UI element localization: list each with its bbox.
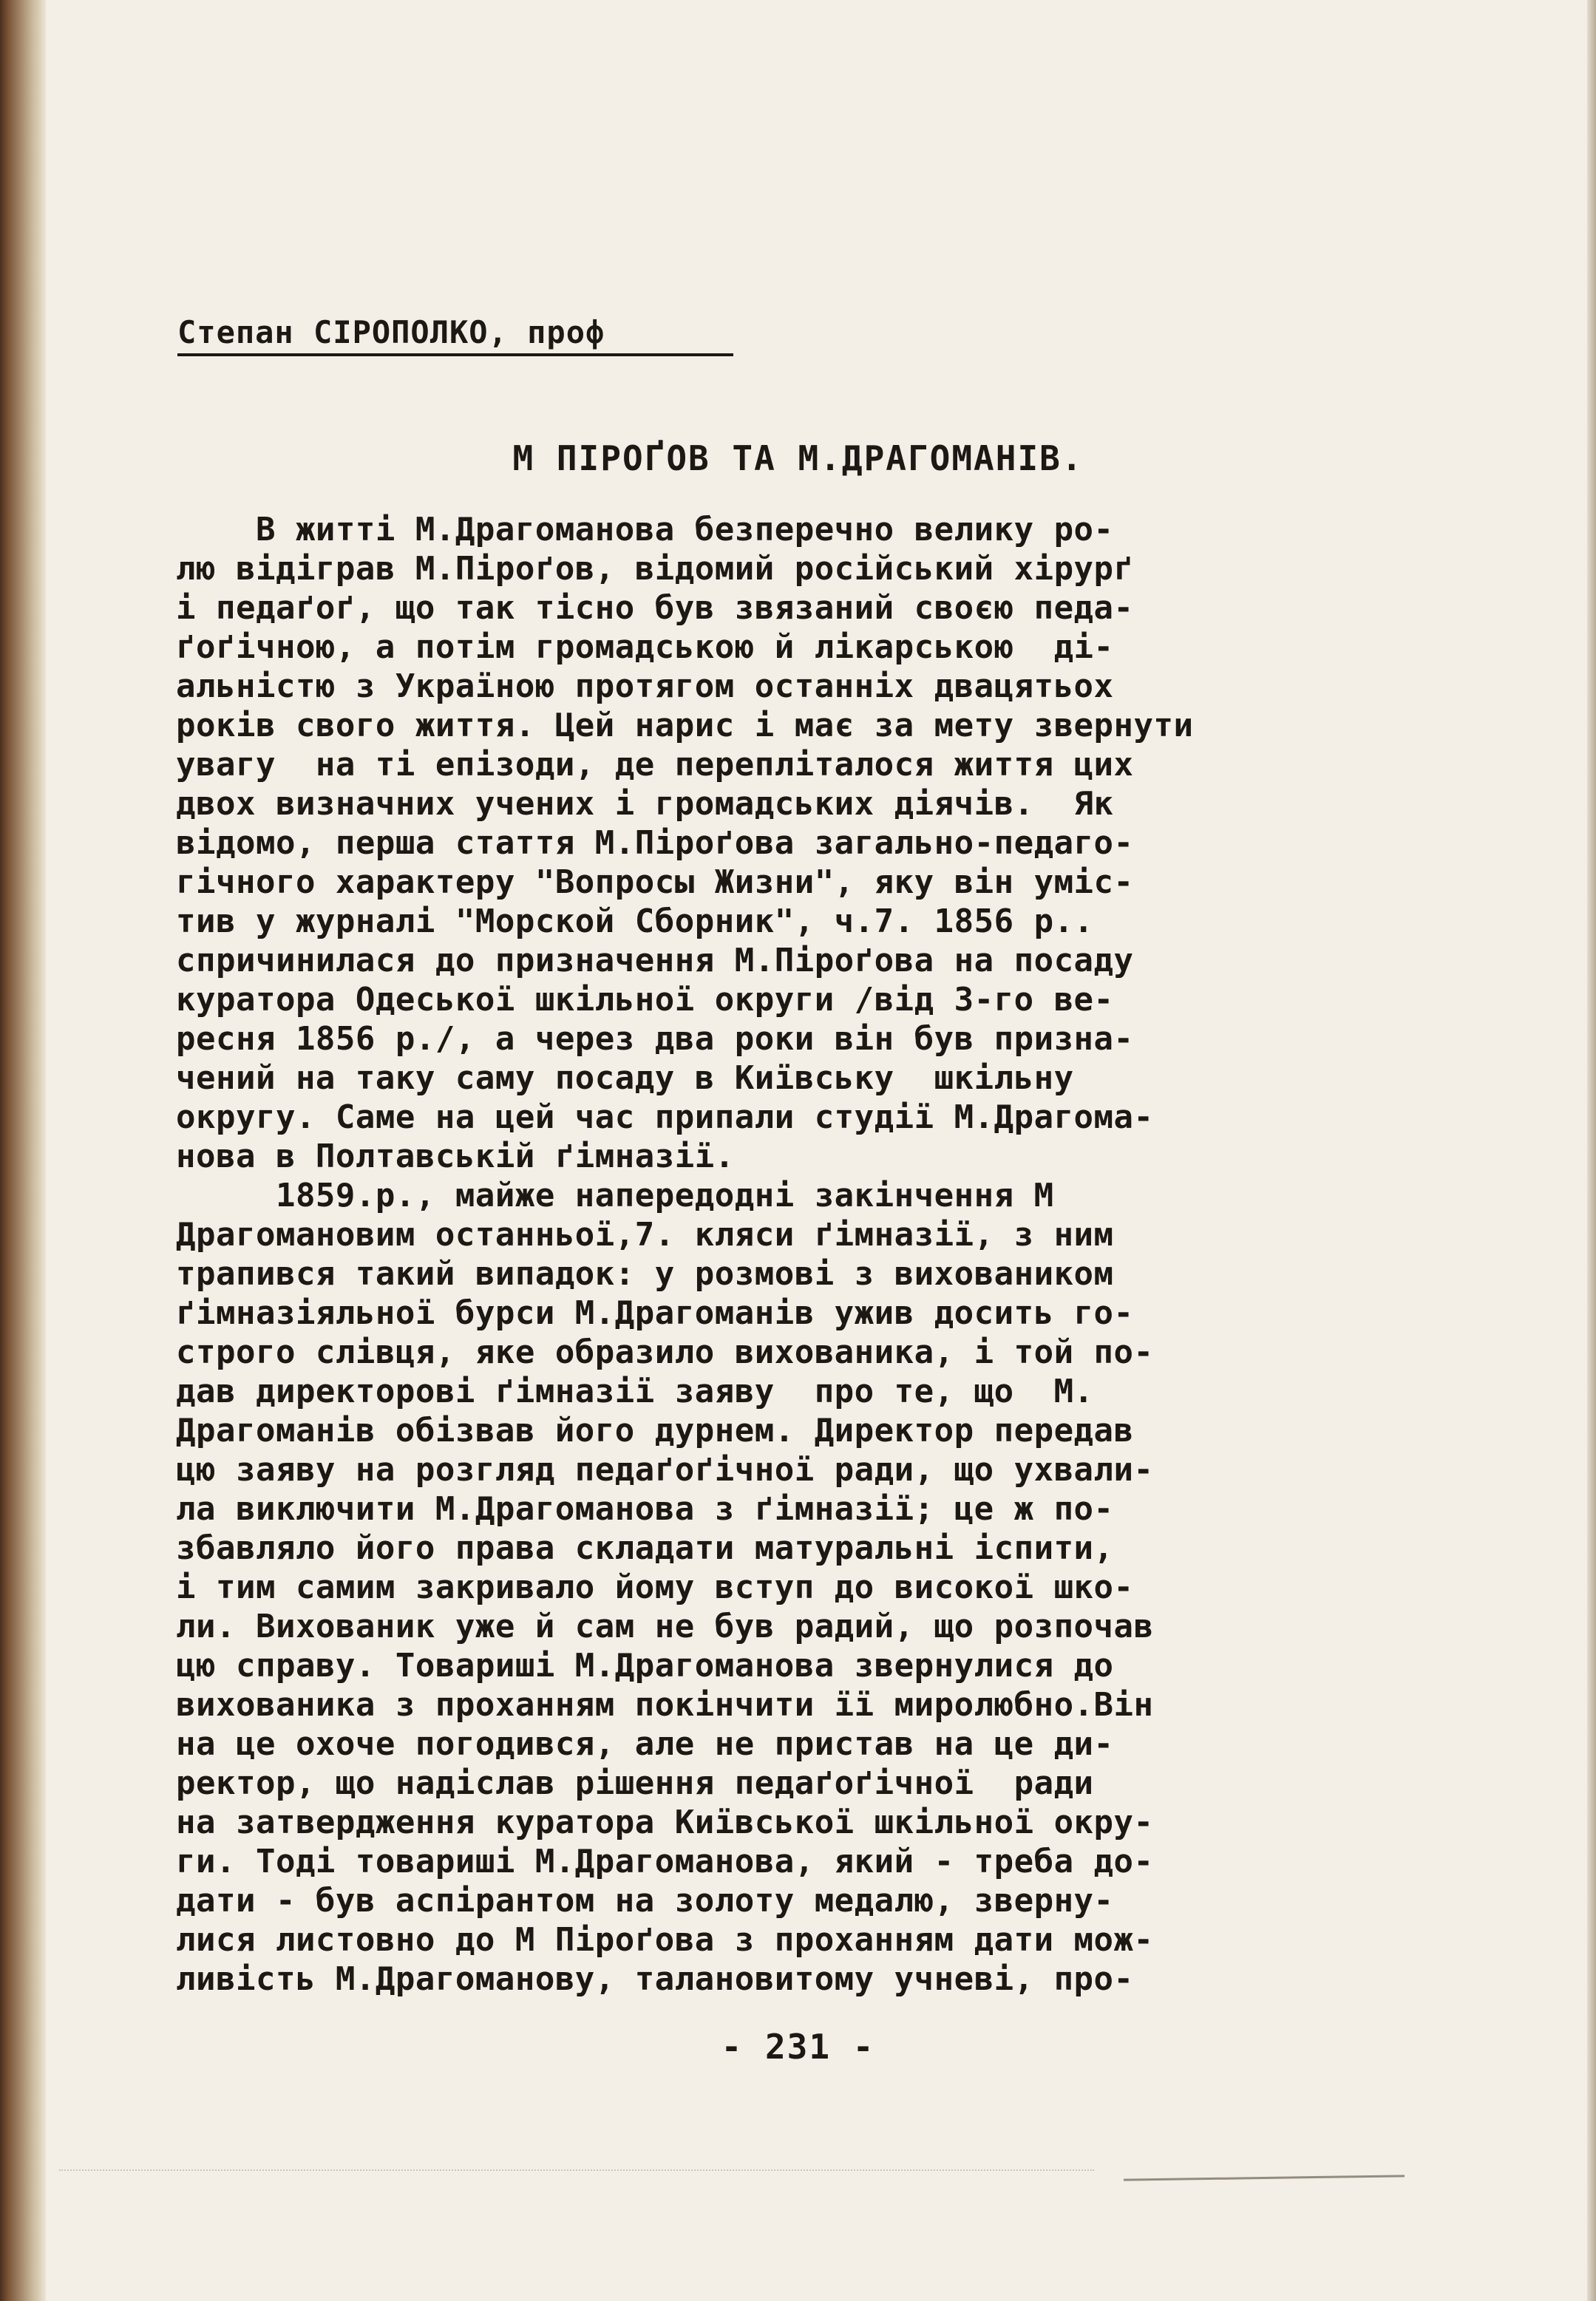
text-line: Драгомановим останньої,7. кляси ґімназії, з ним bbox=[176, 1216, 1114, 1254]
text-line: тив у журналі "Морской Сборник", ч.7. 1856 р.. bbox=[176, 903, 1094, 940]
text-line: ливість М.Драгоманову, талановитому учневі, про- bbox=[176, 1960, 1134, 1998]
text-line: ґімназіяльної бурси М.Драгоманів ужив досить го- bbox=[176, 1294, 1134, 1332]
text-line: альністю з Україною протягом останніх двацятьох bbox=[176, 667, 1114, 705]
text-line: округу. Саме на цей час припали студії М.Драгома- bbox=[176, 1098, 1154, 1136]
text-line: лю відіграв М.Піроґов, відомий російський хірурґ bbox=[176, 550, 1134, 588]
text-line: дати - був аспірантом на золоту медалю, зверну- bbox=[176, 1882, 1114, 1920]
text-line: куратора Одеської шкільної округи /від 3-го ве- bbox=[176, 981, 1114, 1019]
text-line: трапився такий випадок: у розмові з виховаником bbox=[176, 1255, 1114, 1293]
text-line: на затвердження куратора Київської шкільної окру- bbox=[176, 1804, 1154, 1841]
text-line: і тим самим закривало йому вступ до високої шко- bbox=[176, 1568, 1134, 1606]
text-line: лися листовно до М Піроґова з проханням дати мож- bbox=[176, 1921, 1154, 1959]
scan-artifact-line bbox=[1124, 2175, 1405, 2181]
text-line: ла виключити М.Драгоманова з ґімназії; це ж по- bbox=[176, 1490, 1114, 1528]
text-line: відомо, перша стаття М.Піроґова загально-педаго- bbox=[176, 824, 1134, 862]
article-body bbox=[176, 510, 1403, 1999]
text-line: вихованика з проханням покінчити її миролюбно.Він bbox=[176, 1686, 1154, 1724]
text-line: чений на таку саму посаду в Київську шкільну bbox=[176, 1059, 1074, 1097]
binding-gutter bbox=[0, 0, 46, 2301]
text-line: ресня 1856 р./, а через два роки він був призна- bbox=[176, 1020, 1134, 1058]
text-line: 1859.р., майже напередодні закінчення М bbox=[176, 1177, 1054, 1214]
scan-artifact-dots bbox=[59, 2169, 1094, 2172]
text-line: В житті М.Драгоманова безперечно велику ро- bbox=[176, 511, 1114, 548]
text-line: гічного характеру "Вопросы Жизни", яку він уміс- bbox=[176, 863, 1134, 901]
text-line: цю заяву на розгляд педаґоґічної ради, що ухвали- bbox=[176, 1451, 1154, 1489]
text-line: нова в Полтавській ґімназії. bbox=[176, 1138, 735, 1175]
text-line: цю справу. Товариші М.Драгоманова звернулися до bbox=[176, 1647, 1114, 1685]
text-line: на це охоче погодився, але не пристав на це ди- bbox=[176, 1725, 1114, 1763]
text-line: ги. Тоді товариші М.Драгоманова, який - треба до- bbox=[176, 1843, 1154, 1880]
text-line: років свого життя. Цей нарис і має за мету звернути bbox=[176, 707, 1194, 744]
text-line: Драгоманів обізвав його дурнем. Директор передав bbox=[176, 1412, 1134, 1449]
article-title: М ПІРОҐОВ ТА М.ДРАГОМАНІВ. bbox=[512, 438, 1084, 478]
text-line: увагу на ті епізоди, де перепліталося життя цих bbox=[176, 746, 1134, 784]
page-edge bbox=[1587, 0, 1596, 2301]
text-line: збавляло його права складати матуральні іспити, bbox=[176, 1529, 1114, 1567]
page-number: - 231 - bbox=[721, 2027, 875, 2067]
text-line: строго слівця, яке образило вихованика, і той по- bbox=[176, 1333, 1154, 1371]
text-line: спричинилася до призначення М.Піроґова на посаду bbox=[176, 942, 1134, 979]
text-line: двох визначних учених і громадських діячів. Як bbox=[176, 785, 1114, 823]
text-line: ректор, що надіслав рішення педаґоґічної ради bbox=[176, 1764, 1094, 1802]
text-line: дав директорові ґімназії заяву про те, що М. bbox=[176, 1373, 1094, 1410]
text-line: ли. Вихованик уже й сам не був радий, що розпочав bbox=[176, 1608, 1154, 1645]
author-heading: Степан СІРОПОЛКО, проф bbox=[177, 314, 733, 356]
text-line: і педаґоґ, що так тісно був звязаний своєю педа- bbox=[176, 589, 1134, 627]
text-line: ґоґічною, а потім громадською й лікарською ді- bbox=[176, 628, 1114, 666]
